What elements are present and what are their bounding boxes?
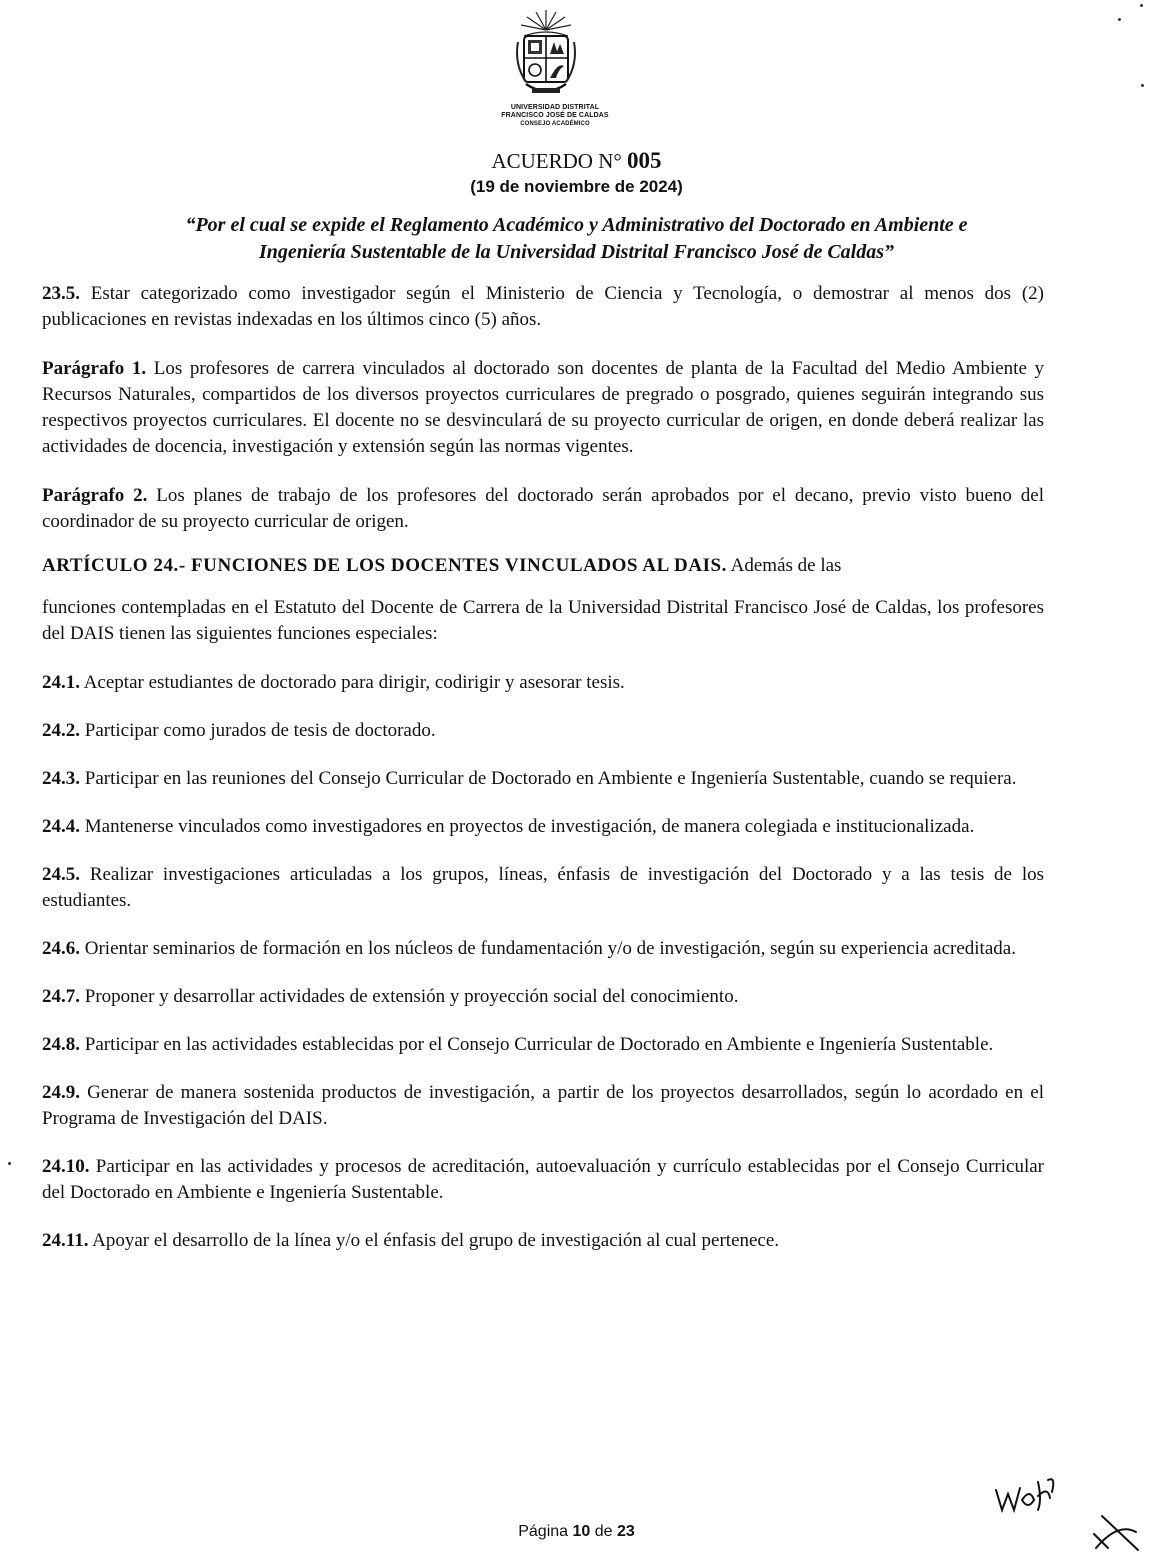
item-text: Participar en las actividades establecidas por el Consejo Curricular de Doctorado en Ambiente e Ingeniería Sustentable. bbox=[80, 1034, 994, 1055]
list-item bbox=[42, 814, 1044, 840]
list-item bbox=[42, 1032, 1044, 1058]
item-text: Proponer y desarrollar actividades de extensión y proyección social del conocimiento. bbox=[80, 986, 739, 1007]
item-number: 24.11. bbox=[42, 1230, 89, 1251]
item-text: Mantenerse vinculados como investigadores en proyectos de investigación, de manera colegiada e institucionalizada. bbox=[80, 816, 975, 837]
item-number: 24.3. bbox=[42, 768, 80, 789]
scan-speck bbox=[1140, 4, 1143, 7]
agreement-date: (19 de noviembre de 2024) bbox=[470, 177, 683, 196]
article-24-heading bbox=[42, 553, 1044, 579]
scan-speck bbox=[8, 1162, 11, 1165]
document-body bbox=[42, 281, 1044, 1276]
paragrafo-text: Los planes de trabajo de los profesores del doctorado serán aprobados por el decano, previo visto bueno del coordinador de su proyecto curricular de origen. bbox=[42, 485, 1044, 532]
agreement-subject bbox=[60, 212, 1093, 266]
item-number: 24.10. bbox=[42, 1156, 90, 1177]
paragrafo-1 bbox=[42, 356, 1044, 460]
list-item bbox=[42, 862, 1044, 914]
subject-line: “Por el cual se expide el Reglamento Académico y Administrativo del Doctorado en Ambiente e bbox=[185, 214, 968, 236]
item-text: Participar en las actividades y procesos de acreditación, autoevaluación y currículo establecidas por el Consejo Curricular del Doctorado en Ambiente e Ingeniería Sustentable. bbox=[42, 1156, 1044, 1203]
item-text: Participar como jurados de tesis de doctorado. bbox=[80, 720, 436, 741]
paragrafo-2 bbox=[42, 483, 1044, 535]
item-number: 24.4. bbox=[42, 816, 80, 837]
item-text: Orientar seminarios de formación en los núcleos de fundamentación y/o de investigación, según su experiencia acreditada. bbox=[80, 938, 1016, 959]
list-item bbox=[42, 766, 1044, 792]
list-item bbox=[42, 984, 1044, 1010]
list-item bbox=[42, 670, 1044, 696]
institution-line: CONSEJO ACADÉMICO bbox=[520, 121, 590, 127]
paragrafo-label: Parágrafo 2. bbox=[42, 485, 148, 506]
article-heading-tail: Además de las bbox=[726, 555, 842, 576]
item-number: 24.9. bbox=[42, 1082, 80, 1103]
list-item bbox=[42, 1228, 1044, 1254]
clause-text: Estar categorizado como investigador según el Ministerio de Ciencia y Tecnología, o demostrar al menos dos (2) publicaciones en revistas indexadas en los últimos cinco (5) años. bbox=[42, 283, 1044, 330]
paragrafo-label: Parágrafo 1. bbox=[42, 358, 147, 379]
page-of: de bbox=[590, 1523, 617, 1540]
clause-number: 23.5. bbox=[42, 283, 80, 304]
item-text: Apoyar el desarrollo de la línea y/o el énfasis del grupo de investigación al cual pertenece. bbox=[88, 1230, 780, 1251]
list-item bbox=[42, 718, 1044, 744]
item-number: 24.6. bbox=[42, 938, 80, 959]
list-item bbox=[42, 1154, 1044, 1206]
item-number: 24.7. bbox=[42, 986, 80, 1007]
list-item bbox=[42, 1080, 1044, 1132]
page-footer bbox=[0, 1522, 1153, 1542]
item-number: 24.1. bbox=[42, 672, 80, 693]
article-title: ARTÍCULO 24.- FUNCIONES DE LOS DOCENTES VINCULADOS AL DAIS. bbox=[42, 555, 727, 576]
institution-line: UNIVERSIDAD DISTRITAL bbox=[510, 104, 600, 111]
page-label: Página bbox=[518, 1523, 573, 1540]
scan-speck bbox=[1141, 84, 1144, 87]
institution-line: FRANCISCO JOSÉ DE CALDAS bbox=[501, 112, 609, 119]
item-number: 24.5. bbox=[42, 864, 80, 885]
clause-23-5 bbox=[42, 281, 1044, 333]
item-number: 24.8. bbox=[42, 1034, 80, 1055]
item-number: 24.2. bbox=[42, 720, 80, 741]
item-text: Generar de manera sostenida productos de investigación, a partir de los proyectos desarrollados, según lo acordado en el Programa de Investigación del DAIS. bbox=[42, 1082, 1044, 1129]
page-total: 23 bbox=[616, 1523, 635, 1540]
item-text: Aceptar estudiantes de doctorado para dirigir, codirigir y asesorar tesis. bbox=[80, 672, 625, 693]
university-crest-icon bbox=[512, 8, 580, 104]
page-current: 10 bbox=[572, 1523, 591, 1540]
article-24-intro: funciones contempladas en el Estatuto del Docente de Carrera de la Universidad Distrital Francisco José de Caldas, los profesores del DAIS tienen las siguientes funciones especiales: bbox=[42, 597, 1044, 644]
agreement-title-prefix: ACUERDO N° bbox=[491, 149, 622, 173]
agreement-number: 005 bbox=[627, 148, 662, 173]
subject-line: Ingeniería Sustentable de la Universidad Distrital Francisco José de Caldas” bbox=[258, 241, 895, 263]
institution-name bbox=[470, 104, 640, 128]
item-text: Participar en las reuniones del Consejo Curricular de Doctorado en Ambiente e Ingeniería Sustentable, cuando se requiera. bbox=[80, 768, 1017, 789]
scan-speck bbox=[1118, 18, 1121, 21]
agreement-title bbox=[0, 148, 1153, 174]
item-text: Realizar investigaciones articuladas a los grupos, líneas, énfasis de investigación del Doctorado y a las tesis de los estudiantes. bbox=[42, 864, 1044, 911]
paragrafo-text: Los profesores de carrera vinculados al doctorado son docentes de planta de la Facultad del Medio Ambiente y Recursos Naturales, compartidos de los diversos proyectos curriculares de pregrado o posgrado, quienes seguirán integrando sus respectivos proyectos curriculares. El docente no se desvinculará de su proyecto curricular de origen, en donde deberá realizar las actividades de docencia, investigación y extensión según las normas vigentes. bbox=[42, 358, 1044, 457]
list-item bbox=[42, 936, 1044, 962]
